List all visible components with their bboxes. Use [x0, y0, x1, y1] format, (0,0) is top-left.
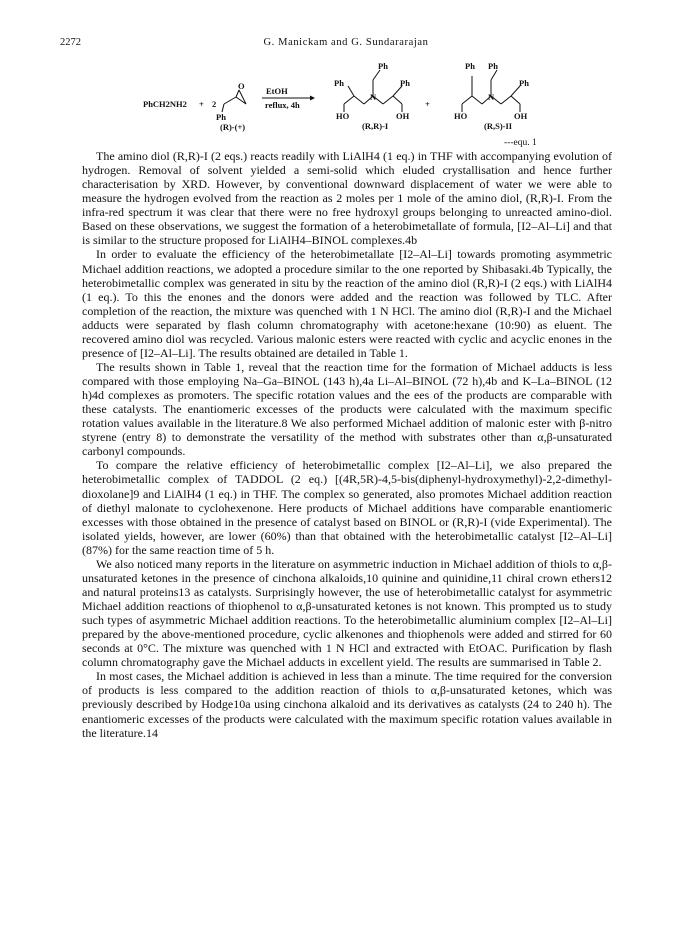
product-2-phenyl-top-left: Ph — [465, 61, 475, 71]
product-1-label: (R,R)-I — [362, 121, 389, 131]
page-header — [60, 37, 632, 51]
running-head: G. Manickam and G. Sundararajan — [263, 37, 429, 48]
paragraph-2: In order to evaluate the efficiency of the heterobimetallate [I2–Al–Li] towards promoting asymmetric Michael addition reactions, we adopted a procedure similar to the one reported by Shibasaki.4b Typically, the heterobimetallic complex was generated in situ by the reaction of the amino diol (R,R)-I (2 eqs.) with LiAlH4 (1 eq.). To this the enones and the donors were added and the reaction was followed by TLC. After completion of the reaction, the mixture was quenched with 1 N HCl. The amino diol (R,R)-I and the Michael adducts were separated by flash column chromatography with acetone:hexane (10:90) as eluent. The recovered amino diol was recycled. Various malonic esters were reacted with cyclic and acyclic enones in the presence of [I2–Al–Li]. The results obtained are detailed in Table 1. — [82, 247, 612, 360]
product-1-hydroxyl-right: OH — [396, 111, 410, 121]
product-1-benzyl-phenyl: Ph — [378, 61, 388, 71]
stoichiometric-coefficient: 2 — [212, 99, 217, 109]
arrow-head — [310, 96, 315, 101]
product-1-nitrogen: N — [370, 92, 377, 102]
epoxide-oxygen: O — [238, 81, 245, 91]
condition-temperature: reflux, 4h — [265, 100, 300, 110]
reactant-amine: PhCH2NH2 — [143, 99, 187, 109]
product-1-structure — [344, 70, 402, 112]
paragraph-1: The amino diol (R,R)-I (2 eqs.) reacts readily with LiAlH4 (1 eq.) in THF with accompanying evolution of hydrogen. Removal of solvent yielded a semi-solid which eluded crystallisation and hence further characterisation by XRD. However, by conventional downward displacement of water we were able to measure the hydrogen evolved from the reaction as 2 moles per 1 mole of the amino diol, (R,R)-I. From the infra-red spectrum it was clear that there were no free hydroxyl groups belonging to unreacted amino-diol. Based on these observations, we suggest the formation of a heterobimetallate of formula, [I2–Al–Li] and that is similar to the structure proposed for LiAlH4–BINOL complexes.4b — [82, 149, 612, 248]
product-2-structure — [462, 70, 520, 112]
product-2-benzyl-phenyl: Ph — [488, 61, 498, 71]
paragraph-5: We also noticed many reports in the literature on asymmetric induction in Michael addition of thiols to α,β-unsaturated ketones in the presence of cinchona alkaloids,10 quinine and quinidine,11 chiral crown ethers12 and natural proteins13 as catalysts. Surprisingly however, the use of heterobimetallic catalyst for asymmetric Michael addition reactions of thiophenol to α,β-unsaturated ketones is not known. This prompted us to study such types of asymmetric Michael addition reactions. To the heterobimetallic aluminium complex [I2–Al–Li] prepared by the above-mentioned procedure, cyclic alkenones and thiophenols were added and stirred for 60 seconds at 0°C. The mixture was quenched with 1 N HCl and extracted with EtOAC. Purification by flash column chromatography gave the Michael adducts in excellent yield. The results are summarised in Table 2. — [82, 556, 612, 670]
product-2-hydroxyl-right: OH — [514, 111, 528, 121]
product-2-phenyl-right: Ph — [519, 78, 529, 88]
paragraph-3: The results shown in Table 1, reveal that the reaction time for the formation of Michael adducts is less compared with those employing Na–Ga–BINOL (143 h),4a Li–Al–BINOL (72 h),4b and K–La–BINOL (12 h)4d complexes as promoters. The specific rotation values and the ees of the products are comparable with these catalysts. The enantiomeric excesses of the products were calculated with the maximum specific rotation values available in the literature.8 We also performed Michael addition of malonic ester with β-nitro styrene (entry 8) to demonstrate the versatility of the method with substrates other than α,β-unsaturated carbonyl compounds. — [82, 359, 612, 459]
body-text — [82, 149, 612, 740]
plus-sign-1: + — [199, 99, 204, 109]
equation-label: ---equ. 1 — [504, 138, 537, 148]
reaction-scheme — [140, 60, 560, 150]
plus-sign-2: + — [425, 99, 430, 109]
product-1-phenyl-right: Ph — [400, 78, 410, 88]
condition-solvent: EtOH — [266, 86, 288, 96]
product-1-hydroxyl-left: HO — [336, 111, 350, 121]
epoxide-structure — [222, 90, 246, 112]
epoxide-stereo-label: (R)-(+) — [220, 122, 246, 132]
product-2-nitrogen: N — [488, 92, 495, 102]
epoxide-phenyl: Ph — [216, 112, 226, 122]
product-2-label: (R,S)-II — [484, 121, 513, 131]
page-number: 2272 — [60, 37, 81, 48]
paragraph-6: In most cases, the Michael addition is achieved in less than a minute. The time required for the conversion of products is less compared to the addition reaction of thiols to α,β-unsaturated ketones, which was previously described by Hodge10a using cinchona alkaloid and its derivatives as catalysts (24 to 240 h). The enantiomeric excesses of the products were calculated with the maximum specific rotation values available in the literature.14 — [82, 669, 612, 740]
product-2-hydroxyl-left: HO — [454, 111, 468, 121]
paragraph-4: To compare the relative efficiency of heterobimetallic complex [I2–Al–Li], we also prepared the heterobimetallic complex of TADDOL (2 eq.) [(4R,5R)-4,5-bis(diphenyl-hydroxymethyl)-2,2-dimethyl-dioxolane]9 and LiAlH4 (1 eq.) in THF. The complex so generated, also promotes Michael addition reaction of diethyl malonate to cyclohexenone. Here products of Michael additions have comparable enantiomeric excesses with those obtained in the presence of catalyst based on BINOL or (R,R)-I (vide Experimental). The isolated yields, however, are lower (60%) than that obtained with the heterobimetallic catalyst [I2–Al–Li] (87%) for the same reaction time of 5 h. — [82, 458, 612, 557]
product-1-phenyl-left: Ph — [334, 78, 344, 88]
